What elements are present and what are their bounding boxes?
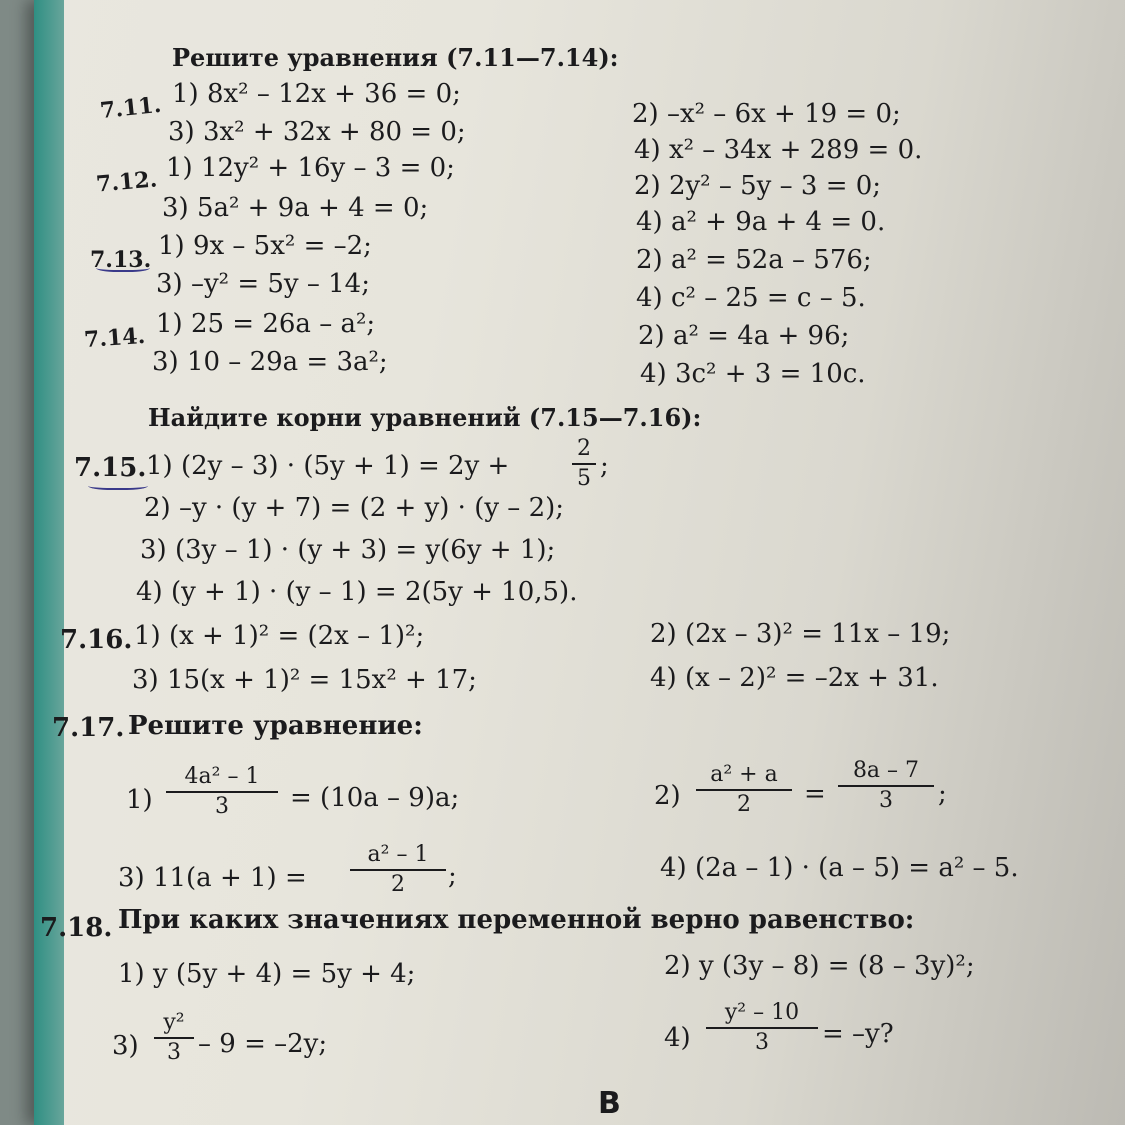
problem-number: 7.18.: [40, 913, 113, 943]
equation: 2) (2x – 3)² = 11x – 19;: [650, 619, 951, 649]
equation: 1) 25 = 26a – a²;: [156, 309, 376, 339]
item-label: 3): [112, 1031, 139, 1061]
equation: 4) c² – 25 = c – 5.: [636, 283, 866, 313]
fraction-denominator: 3: [879, 788, 893, 813]
equation: = (10a – 9)a;: [290, 783, 460, 813]
equation: 2) y (3y – 8) = (8 – 3y)²;: [664, 951, 975, 981]
equation: ;: [938, 779, 947, 809]
fraction: [154, 1010, 194, 1066]
problem-title: Решите уравнение:: [128, 711, 423, 741]
equation: 2) –x² – 6x + 19 = 0;: [632, 99, 901, 129]
fraction: [572, 436, 596, 492]
problem-number: 7.13.: [90, 247, 152, 273]
fraction-denominator: 3: [215, 794, 229, 819]
problem-number: 7.17.: [52, 713, 125, 743]
equation: 1) y (5y + 4) = 5y + 4;: [118, 959, 416, 989]
page-edge: [34, 0, 64, 1125]
equation: 3) 11(a + 1) =: [118, 863, 307, 893]
equation: 2) 2y² – 5y – 3 = 0;: [634, 171, 882, 201]
equation: 3) 15(x + 1)² = 15x² + 17;: [132, 665, 477, 695]
fraction-denominator: 3: [755, 1030, 769, 1055]
equation: 1) (2y – 3) · (5y + 1) = 2y +: [146, 451, 510, 481]
fraction: [350, 842, 446, 898]
pen-underline: [88, 480, 148, 490]
equation: 3) 3x² + 32x + 80 = 0;: [168, 117, 466, 147]
fraction-denominator: 2: [737, 792, 751, 817]
equation: 1) 8x² – 12x + 36 = 0;: [172, 79, 461, 109]
pen-underline: [96, 262, 150, 272]
fraction: [706, 1000, 818, 1056]
equation: 4) x² – 34x + 289 = 0.: [634, 135, 923, 165]
equation: 3) –y² = 5y – 14;: [156, 269, 370, 299]
equation: = –y?: [822, 1019, 894, 1049]
problem-number: 7.11.: [98, 91, 163, 125]
equation: 4) (y + 1) · (y – 1) = 2(5y + 10,5).: [136, 577, 578, 607]
problem-number: 7.12.: [94, 166, 159, 198]
equals-sign: =: [804, 779, 826, 809]
fraction-denominator: 5: [577, 466, 591, 491]
equation: ;: [448, 861, 457, 891]
problem-number: 7.16.: [60, 625, 133, 655]
equation: – 9 = –2y;: [198, 1029, 328, 1059]
equation: 2) –y · (y + 7) = (2 + y) · (y – 2);: [144, 493, 565, 523]
equation: 2) a² = 52a – 576;: [636, 245, 872, 275]
fraction: [166, 764, 278, 820]
fraction: [696, 762, 792, 818]
equation: 1) 12y² + 16y – 3 = 0;: [166, 153, 455, 183]
equation: 2) a² = 4a + 96;: [638, 321, 850, 351]
equation: 1) (x + 1)² = (2x – 1)²;: [134, 621, 425, 651]
equation: 3) (3y – 1) · (y + 3) = y(6y + 1);: [140, 535, 556, 565]
equation: 3) 10 – 29a = 3a²;: [152, 347, 388, 377]
problem-number: 7.15.: [74, 453, 147, 483]
equation: 4) 3c² + 3 = 10c.: [640, 359, 866, 389]
fraction-numerator: y² – 10: [724, 1000, 800, 1025]
item-label: 4): [664, 1023, 691, 1053]
problem-title: При каких значениях переменной верно равенство:: [118, 905, 915, 935]
equation: 3) 5a² + 9a + 4 = 0;: [162, 193, 429, 223]
equation: 4) (2a – 1) · (a – 5) = a² – 5.: [660, 853, 1019, 883]
equation: 4) a² + 9a + 4 = 0.: [636, 207, 886, 237]
fraction-numerator: a² – 1: [367, 842, 429, 867]
fraction-numerator: a² + a: [710, 762, 778, 787]
equation: 4) (x – 2)² = –2x + 31.: [650, 663, 939, 693]
fraction-numerator: 2: [577, 436, 591, 461]
section-heading: Найдите корни уравнений (7.15—7.16):: [148, 403, 702, 432]
footer-letter: В: [598, 1086, 621, 1121]
fraction-denominator: 2: [391, 872, 405, 897]
problem-number: 7.14.: [83, 322, 147, 354]
item-label: 1): [126, 785, 153, 815]
section-heading: Решите уравнения (7.11—7.14):: [172, 43, 619, 72]
fraction-denominator: 3: [167, 1040, 181, 1065]
fraction-numerator: y²: [163, 1010, 185, 1035]
item-label: 2): [654, 781, 681, 811]
equation: ;: [600, 451, 609, 481]
fraction-numerator: 4a² – 1: [184, 764, 260, 789]
equation: 1) 9x – 5x² = –2;: [158, 231, 372, 261]
fraction-numerator: 8a – 7: [852, 758, 920, 783]
fraction: [838, 758, 934, 814]
